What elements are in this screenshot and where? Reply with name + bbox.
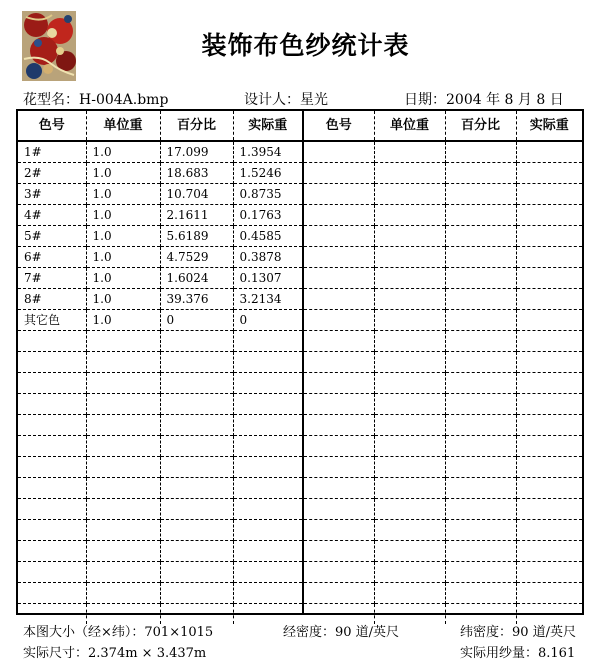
table-cell bbox=[160, 436, 233, 457]
table-header-row bbox=[18, 111, 302, 141]
table-cell bbox=[86, 478, 160, 499]
table-cell bbox=[516, 331, 582, 352]
table-cell bbox=[304, 184, 374, 205]
table-row bbox=[304, 436, 582, 457]
table-cell bbox=[160, 541, 233, 562]
table-cell: 1.0 bbox=[86, 310, 160, 331]
table-cell bbox=[516, 352, 582, 373]
table-cell bbox=[160, 583, 233, 604]
table-row bbox=[18, 352, 302, 373]
table-row bbox=[18, 205, 302, 226]
table-cell bbox=[233, 436, 302, 457]
table-row bbox=[304, 583, 582, 604]
column-header: 百分比 bbox=[160, 111, 233, 141]
table-row bbox=[304, 373, 582, 394]
column-header: 单位重 bbox=[374, 111, 445, 141]
table-cell bbox=[233, 352, 302, 373]
table-cell: 39.376 bbox=[160, 289, 233, 310]
table-row bbox=[304, 478, 582, 499]
table-cell: 7# bbox=[18, 268, 86, 289]
table-cell bbox=[18, 541, 86, 562]
table-row bbox=[304, 499, 582, 520]
table-cell bbox=[374, 520, 445, 541]
table-cell: 1.0 bbox=[86, 289, 160, 310]
table-cell bbox=[86, 583, 160, 604]
table-cell: 2.1611 bbox=[160, 205, 233, 226]
table-row bbox=[304, 184, 582, 205]
table-cell bbox=[304, 310, 374, 331]
table-cell bbox=[445, 289, 516, 310]
table-cell bbox=[304, 499, 374, 520]
table-cell: 0 bbox=[233, 310, 302, 331]
table-row bbox=[18, 394, 302, 415]
table-cell bbox=[445, 268, 516, 289]
table-cell bbox=[516, 310, 582, 331]
table-cell: 1.0 bbox=[86, 141, 160, 163]
table-row bbox=[18, 331, 302, 352]
table-cell bbox=[516, 184, 582, 205]
table-cell: 1.0 bbox=[86, 226, 160, 247]
table-cell: 0.8735 bbox=[233, 184, 302, 205]
table-cell bbox=[516, 373, 582, 394]
table-left-half bbox=[18, 111, 302, 624]
table-cell bbox=[445, 562, 516, 583]
table-row bbox=[304, 394, 582, 415]
table-row bbox=[304, 457, 582, 478]
table-cell bbox=[86, 394, 160, 415]
table-cell bbox=[233, 394, 302, 415]
table-cell bbox=[233, 499, 302, 520]
table-cell bbox=[445, 226, 516, 247]
table-cell bbox=[86, 541, 160, 562]
table-row bbox=[18, 436, 302, 457]
table-cell bbox=[233, 478, 302, 499]
table-cell bbox=[18, 394, 86, 415]
table-cell bbox=[445, 247, 516, 268]
column-header: 百分比 bbox=[445, 111, 516, 141]
table-cell bbox=[304, 457, 374, 478]
table-cell: 0.1307 bbox=[233, 268, 302, 289]
yarn-statistics-table bbox=[16, 109, 584, 615]
table-cell bbox=[160, 394, 233, 415]
table-cell bbox=[516, 415, 582, 436]
table-cell bbox=[304, 520, 374, 541]
table-cell: 1.0 bbox=[86, 247, 160, 268]
table-row bbox=[18, 457, 302, 478]
table-cell bbox=[445, 310, 516, 331]
page-title: 装饰布色纱统计表 bbox=[201, 31, 410, 60]
table-cell bbox=[18, 583, 86, 604]
table-row bbox=[18, 310, 302, 331]
table-row bbox=[18, 373, 302, 394]
table-cell bbox=[445, 352, 516, 373]
table-cell bbox=[304, 268, 374, 289]
table-row bbox=[304, 247, 582, 268]
table-cell bbox=[18, 520, 86, 541]
table-cell bbox=[445, 415, 516, 436]
table-cell bbox=[374, 457, 445, 478]
table-cell bbox=[374, 205, 445, 226]
table-cell bbox=[86, 520, 160, 541]
table-cell bbox=[445, 499, 516, 520]
table-header-row bbox=[304, 111, 582, 141]
table-cell bbox=[516, 562, 582, 583]
table-cell bbox=[304, 373, 374, 394]
table-cell bbox=[160, 499, 233, 520]
table-row bbox=[18, 163, 302, 184]
table-cell bbox=[160, 520, 233, 541]
table-row bbox=[18, 478, 302, 499]
table-cell: 8# bbox=[18, 289, 86, 310]
table-cell bbox=[445, 541, 516, 562]
table-row bbox=[304, 331, 582, 352]
actual-yarn-usage: 实际用纱量：8.161 bbox=[460, 646, 576, 661]
table-cell bbox=[86, 373, 160, 394]
warp-density: 经密度：90 道/英尺 bbox=[283, 625, 400, 640]
table-cell bbox=[18, 331, 86, 352]
table-cell bbox=[86, 562, 160, 583]
table-cell bbox=[374, 331, 445, 352]
table-cell bbox=[18, 415, 86, 436]
table-cell: 其它色 bbox=[18, 310, 86, 331]
table-cell bbox=[18, 499, 86, 520]
table-cell bbox=[516, 268, 582, 289]
image-size: 本图大小（经×纬）：701×1015 bbox=[23, 625, 214, 640]
table-cell: 1# bbox=[24, 145, 42, 159]
table-cell bbox=[374, 373, 445, 394]
table-cell bbox=[233, 415, 302, 436]
table-cell: 0.1763 bbox=[233, 205, 302, 226]
table-cell bbox=[374, 499, 445, 520]
table-row bbox=[304, 520, 582, 541]
table-cell bbox=[160, 478, 233, 499]
table-cell bbox=[86, 331, 160, 352]
table-cell bbox=[374, 141, 445, 163]
table-cell bbox=[160, 331, 233, 352]
table-cell bbox=[445, 163, 516, 184]
table-cell bbox=[304, 205, 374, 226]
table-row bbox=[18, 583, 302, 604]
table-cell bbox=[374, 163, 445, 184]
table-cell bbox=[304, 226, 374, 247]
table-cell bbox=[233, 457, 302, 478]
table-cell bbox=[445, 373, 516, 394]
table-row bbox=[304, 541, 582, 562]
table-cell bbox=[86, 499, 160, 520]
table-cell bbox=[86, 436, 160, 457]
table-cell: 3.2134 bbox=[233, 289, 302, 310]
table-cell bbox=[374, 583, 445, 604]
table-cell bbox=[516, 478, 582, 499]
table-cell: 1.3954 bbox=[233, 141, 302, 163]
table-row bbox=[304, 268, 582, 289]
table-cell bbox=[374, 562, 445, 583]
table-cell bbox=[445, 184, 516, 205]
table-row bbox=[18, 289, 302, 310]
table-row bbox=[18, 541, 302, 562]
table-cell bbox=[18, 478, 86, 499]
column-header: 实际重 bbox=[233, 111, 302, 141]
table-cell bbox=[374, 415, 445, 436]
table-row bbox=[304, 163, 582, 184]
table-cell: 1.0 bbox=[86, 268, 160, 289]
table-row bbox=[304, 310, 582, 331]
table-cell: 0.4585 bbox=[233, 226, 302, 247]
table-cell bbox=[445, 478, 516, 499]
date: 日期：2004 年 8 月 8 日 bbox=[404, 92, 564, 108]
table-row bbox=[304, 205, 582, 226]
table-cell bbox=[160, 457, 233, 478]
table-cell bbox=[160, 415, 233, 436]
table-cell bbox=[516, 394, 582, 415]
table-cell bbox=[374, 184, 445, 205]
table-cell: 5.6189 bbox=[160, 226, 233, 247]
table-cell bbox=[516, 457, 582, 478]
table-cell: 10.704 bbox=[160, 184, 233, 205]
table-cell bbox=[374, 478, 445, 499]
table-cell bbox=[516, 247, 582, 268]
table-cell bbox=[86, 415, 160, 436]
table-cell bbox=[374, 541, 445, 562]
table-cell: 0.3878 bbox=[233, 247, 302, 268]
table-cell bbox=[374, 289, 445, 310]
table-cell bbox=[304, 583, 374, 604]
table-cell bbox=[516, 205, 582, 226]
table-cell: 0 bbox=[160, 310, 233, 331]
table-cell bbox=[374, 352, 445, 373]
table-cell: 6# bbox=[18, 247, 86, 268]
table-cell bbox=[374, 247, 445, 268]
table-cell bbox=[304, 415, 374, 436]
table-row bbox=[304, 141, 582, 163]
table-cell bbox=[304, 331, 374, 352]
table-cell bbox=[304, 163, 374, 184]
designer: 设计人：星光 bbox=[244, 92, 328, 108]
table-cell bbox=[86, 457, 160, 478]
table-cell: 4.7529 bbox=[160, 247, 233, 268]
table-cell bbox=[18, 562, 86, 583]
table-cell bbox=[304, 394, 374, 415]
table-cell bbox=[445, 457, 516, 478]
table-cell bbox=[445, 583, 516, 604]
table-cell bbox=[445, 141, 516, 163]
table-cell: 18.683 bbox=[160, 163, 233, 184]
table-cell bbox=[304, 541, 374, 562]
column-header: 实际重 bbox=[516, 111, 582, 141]
actual-size: 实际尺寸：2.374m × 3.437m bbox=[23, 646, 207, 661]
table-row bbox=[18, 226, 302, 247]
table-row bbox=[18, 184, 302, 205]
table-row bbox=[304, 352, 582, 373]
table-cell bbox=[160, 352, 233, 373]
table-cell bbox=[18, 457, 86, 478]
table-row bbox=[18, 520, 302, 541]
table-row bbox=[18, 499, 302, 520]
table-row bbox=[18, 141, 302, 163]
table-cell bbox=[18, 352, 86, 373]
table-cell bbox=[516, 520, 582, 541]
table-cell bbox=[445, 394, 516, 415]
table-row bbox=[304, 226, 582, 247]
table-row bbox=[18, 268, 302, 289]
table-cell: 5# bbox=[18, 226, 86, 247]
table-cell: 2# bbox=[18, 163, 86, 184]
table-cell bbox=[18, 373, 86, 394]
table-cell: 3# bbox=[18, 184, 86, 205]
table-cell bbox=[516, 436, 582, 457]
table-cell bbox=[445, 205, 516, 226]
table-cell bbox=[304, 352, 374, 373]
weft-density: 纬密度：90 道/英尺 bbox=[460, 625, 577, 640]
table-row bbox=[18, 562, 302, 583]
table-cell bbox=[445, 331, 516, 352]
table-cell bbox=[233, 541, 302, 562]
table-cell bbox=[233, 520, 302, 541]
table-cell bbox=[18, 436, 86, 457]
table-cell bbox=[233, 373, 302, 394]
table-cell: 1.0 bbox=[86, 163, 160, 184]
table-cell: 1.5246 bbox=[233, 163, 302, 184]
table-cell bbox=[516, 541, 582, 562]
table-cell bbox=[445, 520, 516, 541]
table-cell bbox=[160, 373, 233, 394]
table-cell: 4# bbox=[18, 205, 86, 226]
table-cell bbox=[304, 247, 374, 268]
table-cell bbox=[233, 583, 302, 604]
table-cell bbox=[516, 583, 582, 604]
column-header: 单位重 bbox=[86, 111, 160, 141]
table-cell: 17.099 bbox=[160, 141, 233, 163]
table-cell bbox=[516, 289, 582, 310]
table-row bbox=[304, 289, 582, 310]
table-cell bbox=[374, 436, 445, 457]
table-cell bbox=[86, 352, 160, 373]
column-header: 色号 bbox=[304, 111, 374, 141]
table-row bbox=[18, 247, 302, 268]
table-cell bbox=[374, 268, 445, 289]
table-cell bbox=[516, 499, 582, 520]
table-cell bbox=[304, 562, 374, 583]
column-header: 色号 bbox=[18, 111, 86, 141]
table-cell bbox=[233, 562, 302, 583]
pattern-name: 花型名：H-004A.bmp bbox=[23, 92, 169, 108]
table-cell bbox=[233, 331, 302, 352]
table-row bbox=[304, 562, 582, 583]
table-cell bbox=[304, 289, 374, 310]
table-cell bbox=[160, 562, 233, 583]
table-cell bbox=[304, 436, 374, 457]
table-cell bbox=[516, 163, 582, 184]
table-right-half bbox=[304, 111, 582, 624]
table-cell bbox=[304, 478, 374, 499]
table-cell bbox=[304, 141, 374, 163]
table-cell bbox=[374, 226, 445, 247]
table-cell bbox=[374, 310, 445, 331]
table-cell: 1.6024 bbox=[160, 268, 233, 289]
table-cell: 1.0 bbox=[86, 205, 160, 226]
table-cell bbox=[516, 141, 582, 163]
table-row bbox=[18, 415, 302, 436]
table-row bbox=[304, 415, 582, 436]
table-cell: 1.0 bbox=[86, 184, 160, 205]
table-cell bbox=[445, 436, 516, 457]
table-cell bbox=[516, 226, 582, 247]
table-cell bbox=[374, 394, 445, 415]
